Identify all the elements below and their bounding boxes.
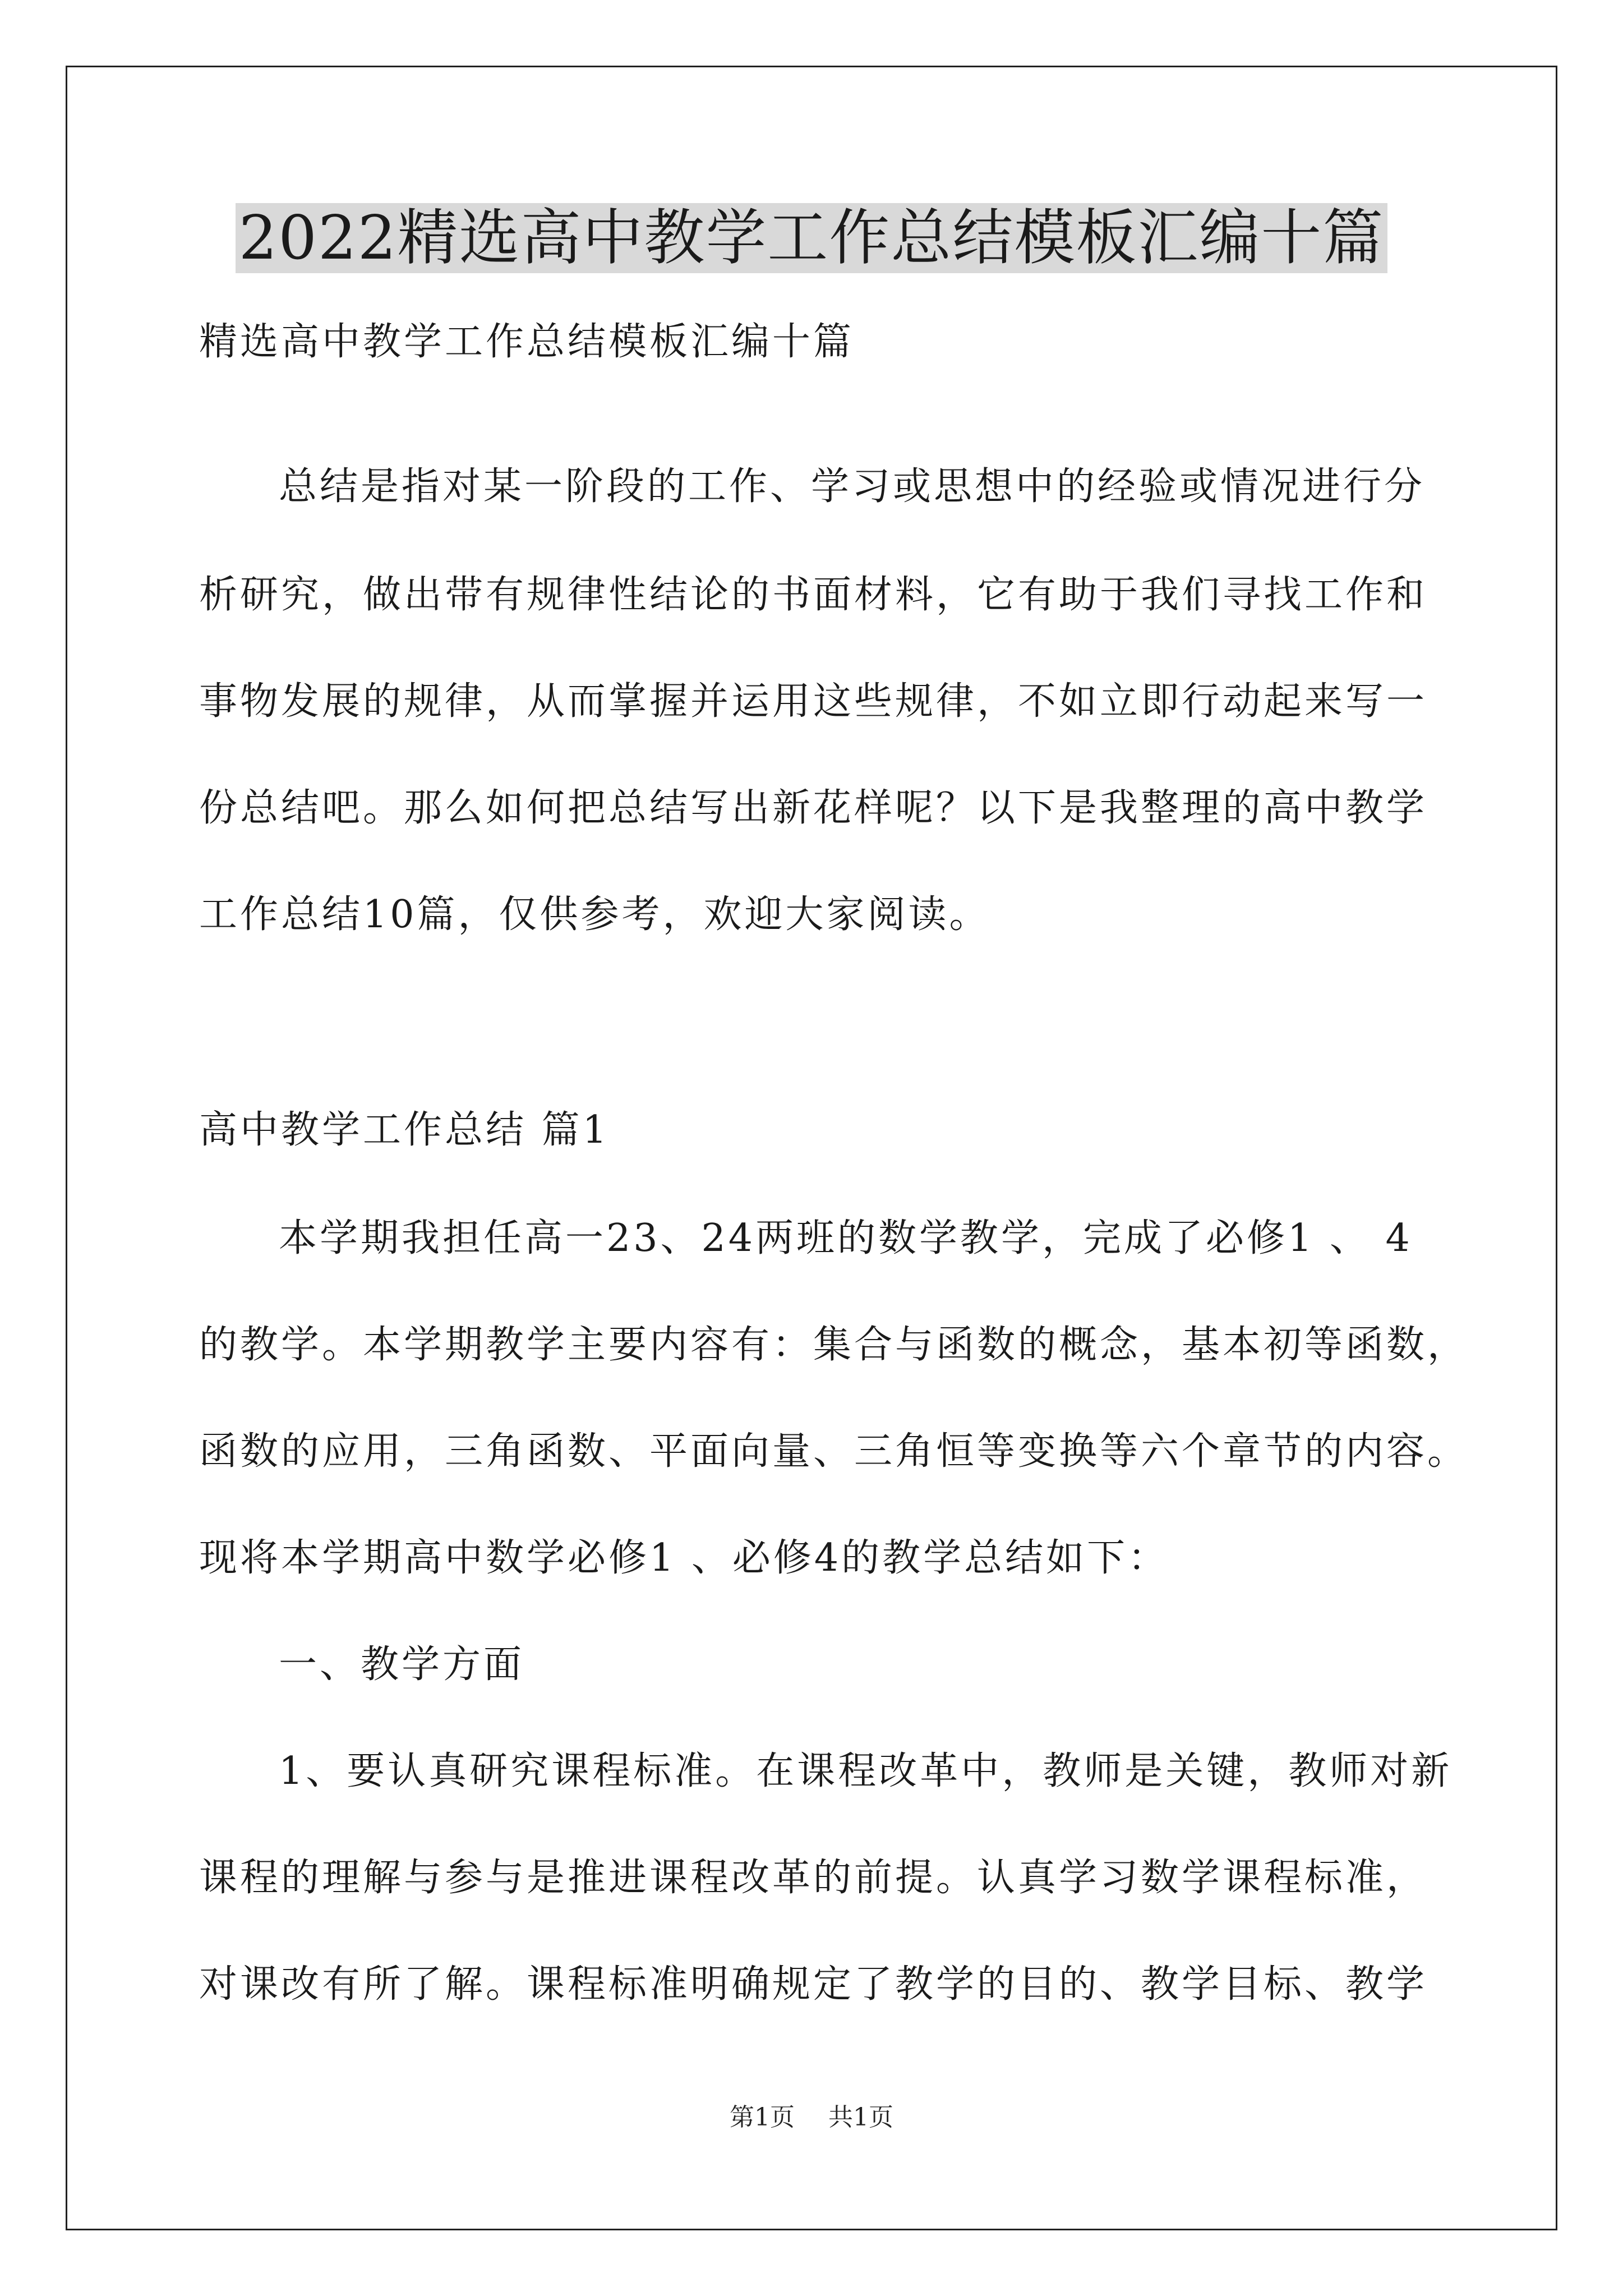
intro-line: 工作总结10篇，仅供参考，欢迎大家阅读。 <box>199 892 990 937</box>
intro-line: 析研究，做出带有规律性结论的书面材料，它有助于我们寻找工作和 <box>199 573 1428 617</box>
intro-line: 事物发展的规律，从而掌握并运用这些规律，不如立即行动起来写一 <box>199 679 1428 724</box>
subheading: 一、教学方面 <box>279 1642 525 1687</box>
document-title-text: 2022精选高中教学工作总结模板汇编十篇 <box>236 203 1388 273</box>
page-number-current: 第1页 <box>730 2103 795 2132</box>
point-line: 课程的理解与参与是推进课程改革的前提。认真学习数学课程标准， <box>199 1856 1428 1900</box>
point-line: 对课改有所了解。课程标准明确规定了教学的目的、教学目标、教学 <box>199 1962 1428 2007</box>
section-line: 函数的应用，三角函数、平面向量、三角恒等变换等六个章节的内容。 <box>199 1429 1469 1474</box>
point-line: 1、要认真研究课程标准。在课程改革中，教师是关键，教师对新 <box>279 1749 1453 1793</box>
document-subtitle: 精选高中教学工作总结模板汇编十篇 <box>199 320 855 364</box>
section-line: 的教学。本学期教学主要内容有：集合与函数的概念，基本初等函数， <box>199 1323 1469 1367</box>
document-title <box>0 202 1623 275</box>
page-footer <box>0 2101 1623 2134</box>
section-line: 现将本学期高中数学必修1 、必修4的教学总结如下： <box>199 1536 1169 1580</box>
intro-line: 总结是指对某一阶段的工作、学习或思想中的经验或情况进行分 <box>279 464 1426 509</box>
section-line: 本学期我担任高一23、24两班的数学教学，完成了必修1 、 4 <box>279 1216 1413 1260</box>
page-number-total: 共1页 <box>828 2103 893 2132</box>
intro-line: 份总结吧。那么如何把总结写出新花样呢？以下是我整理的高中教学 <box>199 786 1428 830</box>
section-heading: 高中教学工作总结 篇1 <box>199 1108 610 1152</box>
